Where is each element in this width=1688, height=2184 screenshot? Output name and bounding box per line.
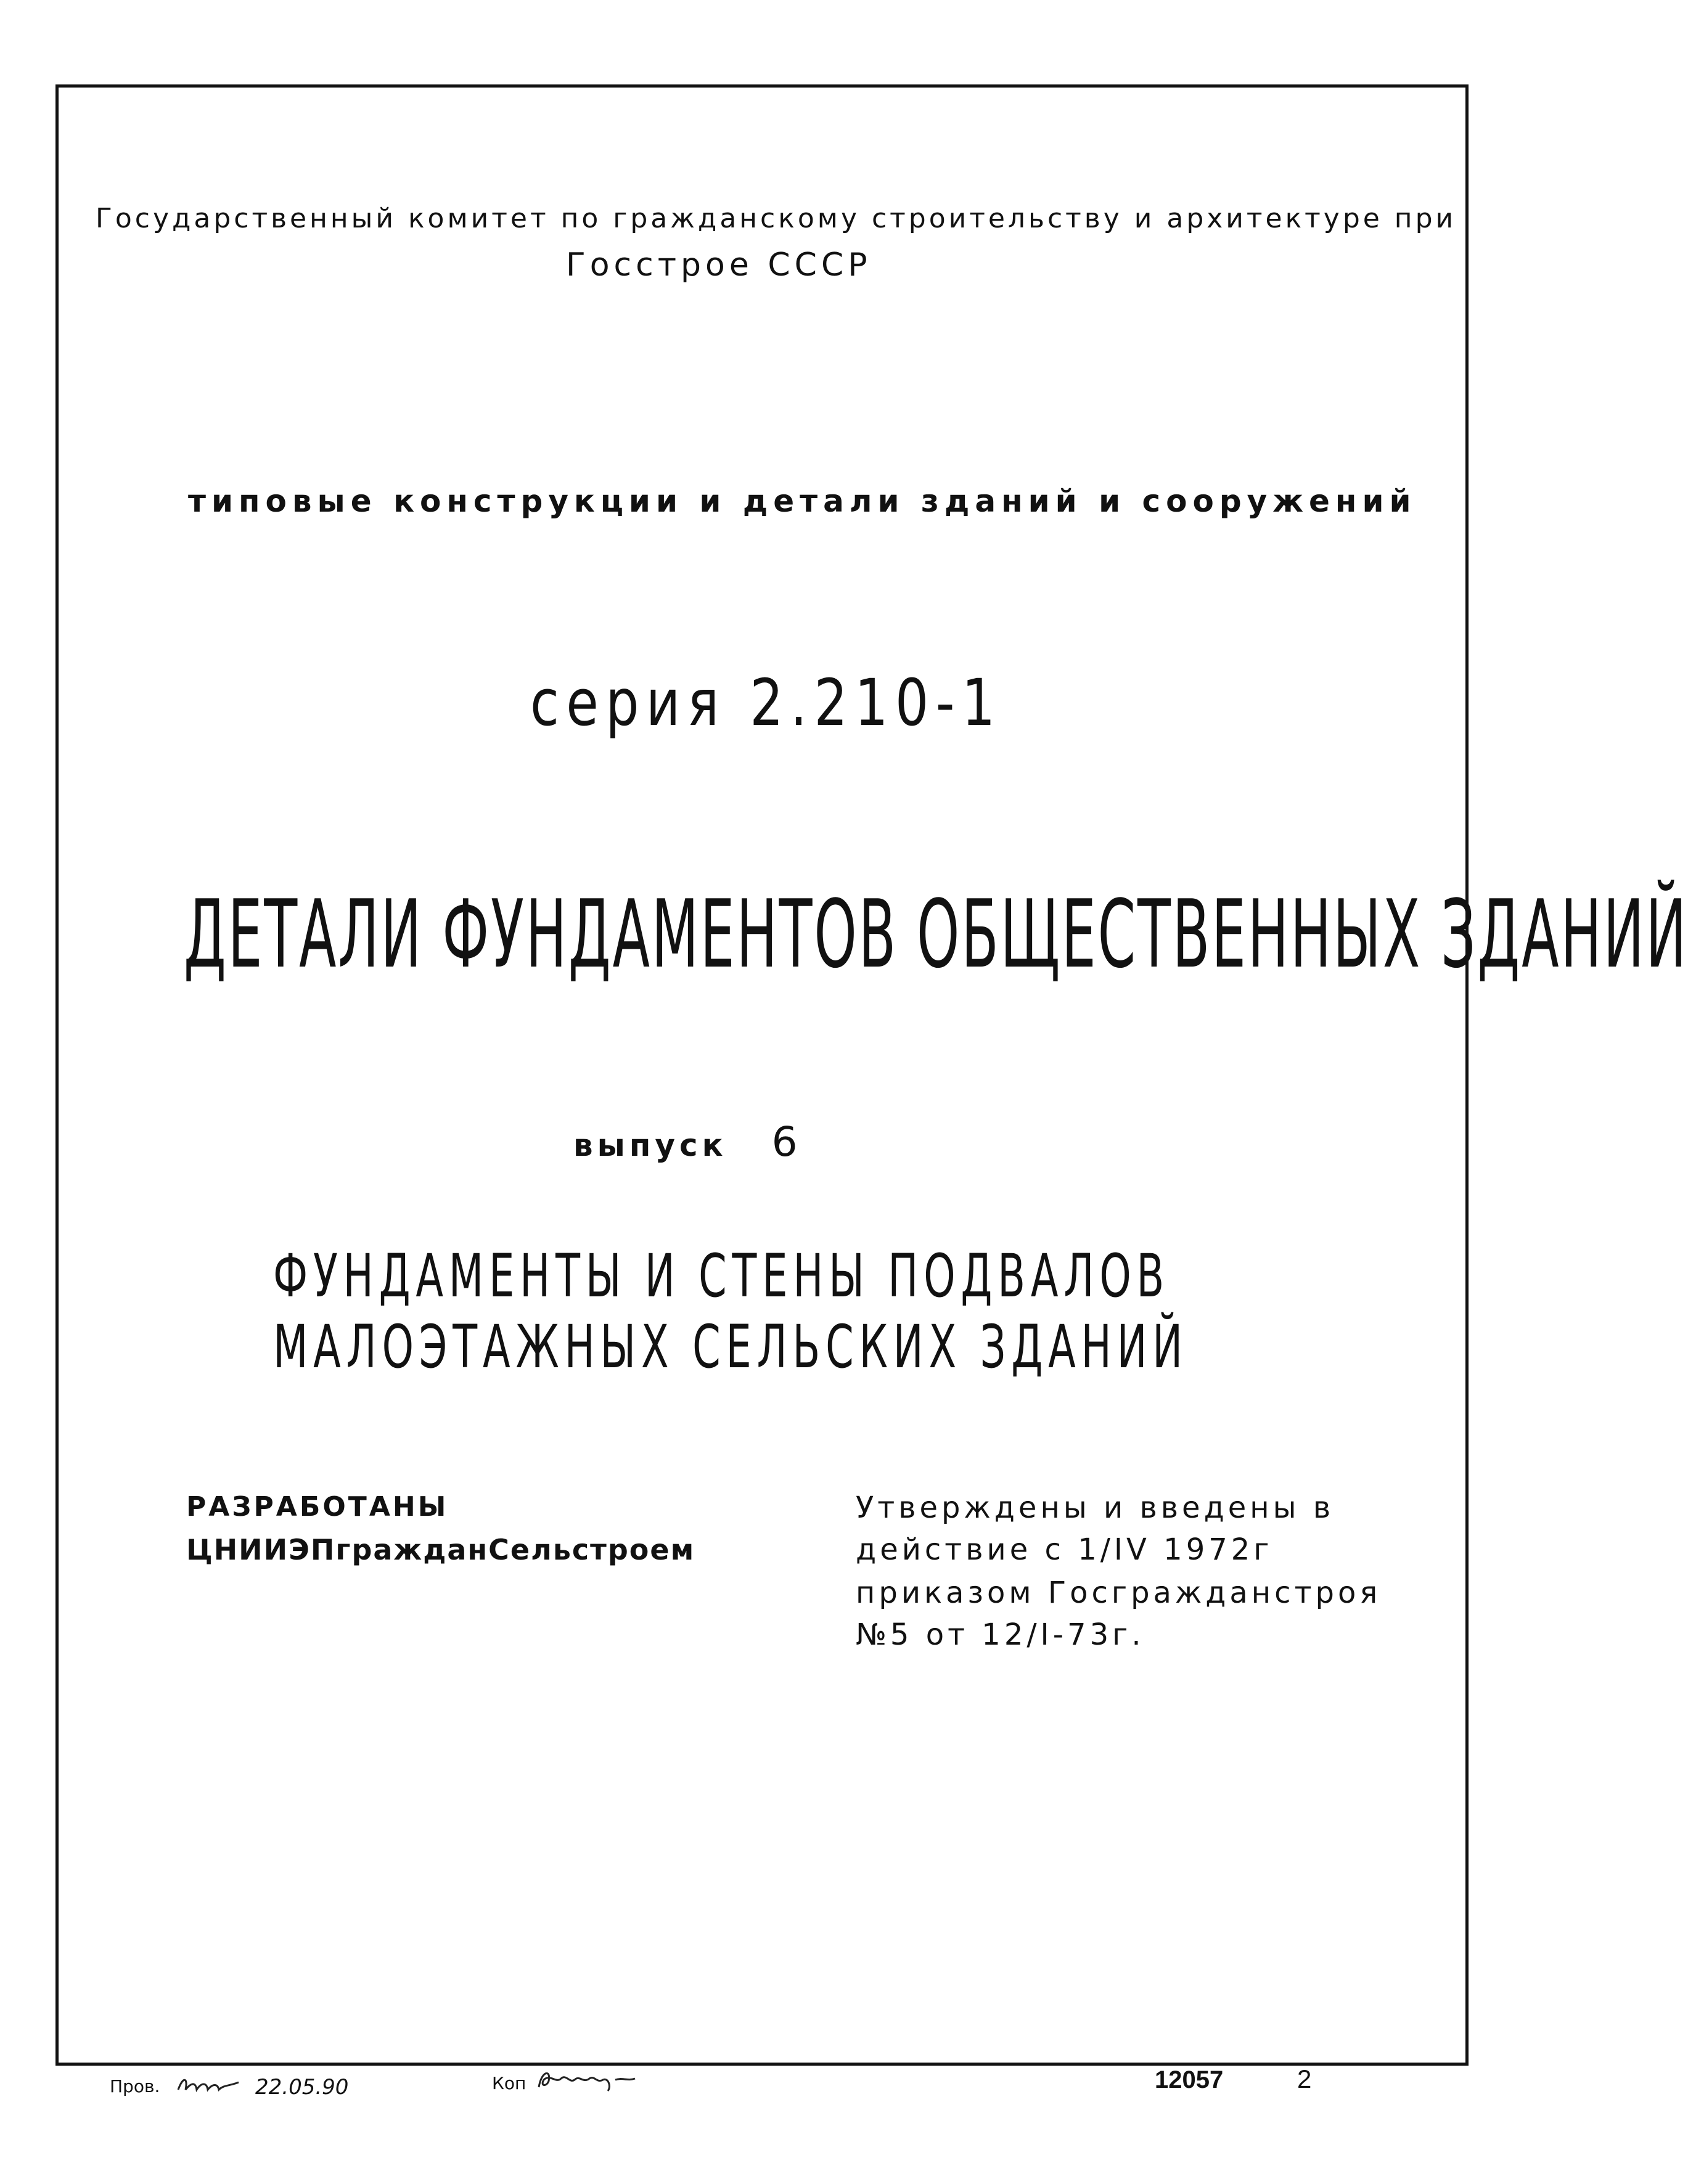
issue-label: выпуск <box>573 1127 727 1163</box>
approval-line2: действие с 1/IV 1972г <box>856 1532 1273 1567</box>
developer-org: ЦНИИЭПгражданСельстроем <box>186 1533 695 1566</box>
document-number: 12057 <box>1155 2066 1224 2093</box>
series-number: серия 2.210-1 <box>530 665 1002 740</box>
checked-label: Пров. <box>110 2076 160 2096</box>
approval-line1: Утверждены и введены в <box>856 1491 1335 1525</box>
agency-name-line1: Государственный комитет по гражданскому строительству и архитектуре при <box>96 203 1457 234</box>
approval-line4: №5 от 12/I-73г. <box>856 1618 1145 1652</box>
drawing-frame <box>55 84 1469 2066</box>
agency-name-line2: Госстрое СССР <box>566 247 872 284</box>
approval-line3: приказом Госгражданстроя <box>856 1576 1382 1610</box>
subtitle-line2: МАЛОЭТАЖНЫХ СЕЛЬСКИХ ЗДАНИЙ <box>273 1312 1188 1381</box>
sheet-number: 2 <box>1297 2064 1312 2093</box>
developer-label: РАЗРАБОТАНЫ <box>186 1491 449 1523</box>
main-title: ДЕТАЛИ ФУНДАМЕНТОВ ОБЩЕСТВЕННЫХ ЗДАНИЙ <box>184 880 1688 989</box>
subtitle-line1: ФУНДАМЕНТЫ И СТЕНЫ ПОДВАЛОВ <box>273 1241 1170 1311</box>
checked-date: 22.05.90 <box>255 2075 349 2100</box>
checker-signature <box>174 2071 242 2098</box>
copier-signature <box>535 2065 640 2096</box>
copy-label: Коп <box>492 2073 526 2093</box>
issue-number: 6 <box>771 1118 802 1166</box>
collection-title: типовые конструкции и детали зданий и сооружений <box>188 483 1417 519</box>
issue-line <box>573 1118 802 1166</box>
